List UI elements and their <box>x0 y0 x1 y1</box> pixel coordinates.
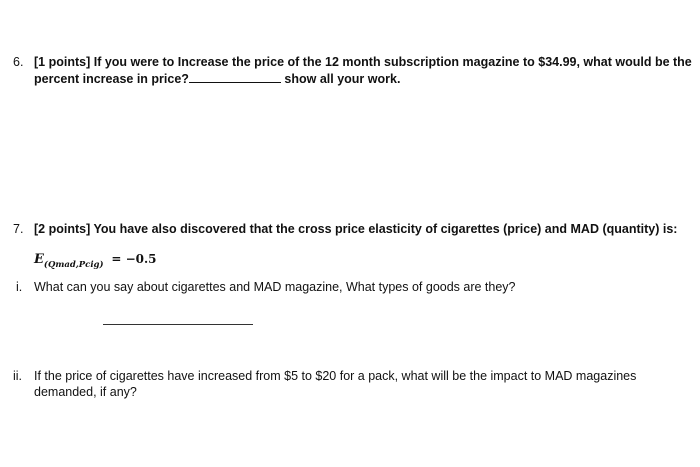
question-7-number: 7. <box>13 222 24 236</box>
question-6-instruction: show all your work. <box>284 72 401 86</box>
part-ii-numeral: ii. <box>13 369 23 383</box>
part-i-numeral: i. <box>16 280 23 294</box>
cross-price-elasticity-formula <box>34 251 157 273</box>
question-6-number: 6. <box>13 55 24 69</box>
part-ii-text-line1: If the price of cigarettes have increased from $5 to $20 for a pack, what will be the impact to MAD magazines <box>34 369 637 383</box>
elasticity-symbol: E <box>34 252 44 267</box>
elasticity-subscript: (Qmad,Pcig) <box>43 260 104 270</box>
answer-blank-q6[interactable] <box>189 71 281 83</box>
question-6-text-line2 <box>34 71 400 87</box>
elasticity-value: = −0.5 <box>111 252 157 266</box>
part-ii-text-line2: demanded, if any? <box>34 385 137 399</box>
question-6-prompt: percent increase in price? <box>34 72 189 86</box>
part-i-text: What can you say about cigarettes and MAD magazine, What types of goods are they? <box>34 280 516 294</box>
answer-blank-part-i[interactable] <box>103 324 253 325</box>
question-6-text-line1: [1 points] If you were to Increase the price of the 12 month subscription magazine to $34.99, what would be the <box>34 55 692 69</box>
question-7-text: [2 points] You have also discovered that the cross price elasticity of cigarettes (price) and MAD (quantity) is: <box>34 222 678 236</box>
